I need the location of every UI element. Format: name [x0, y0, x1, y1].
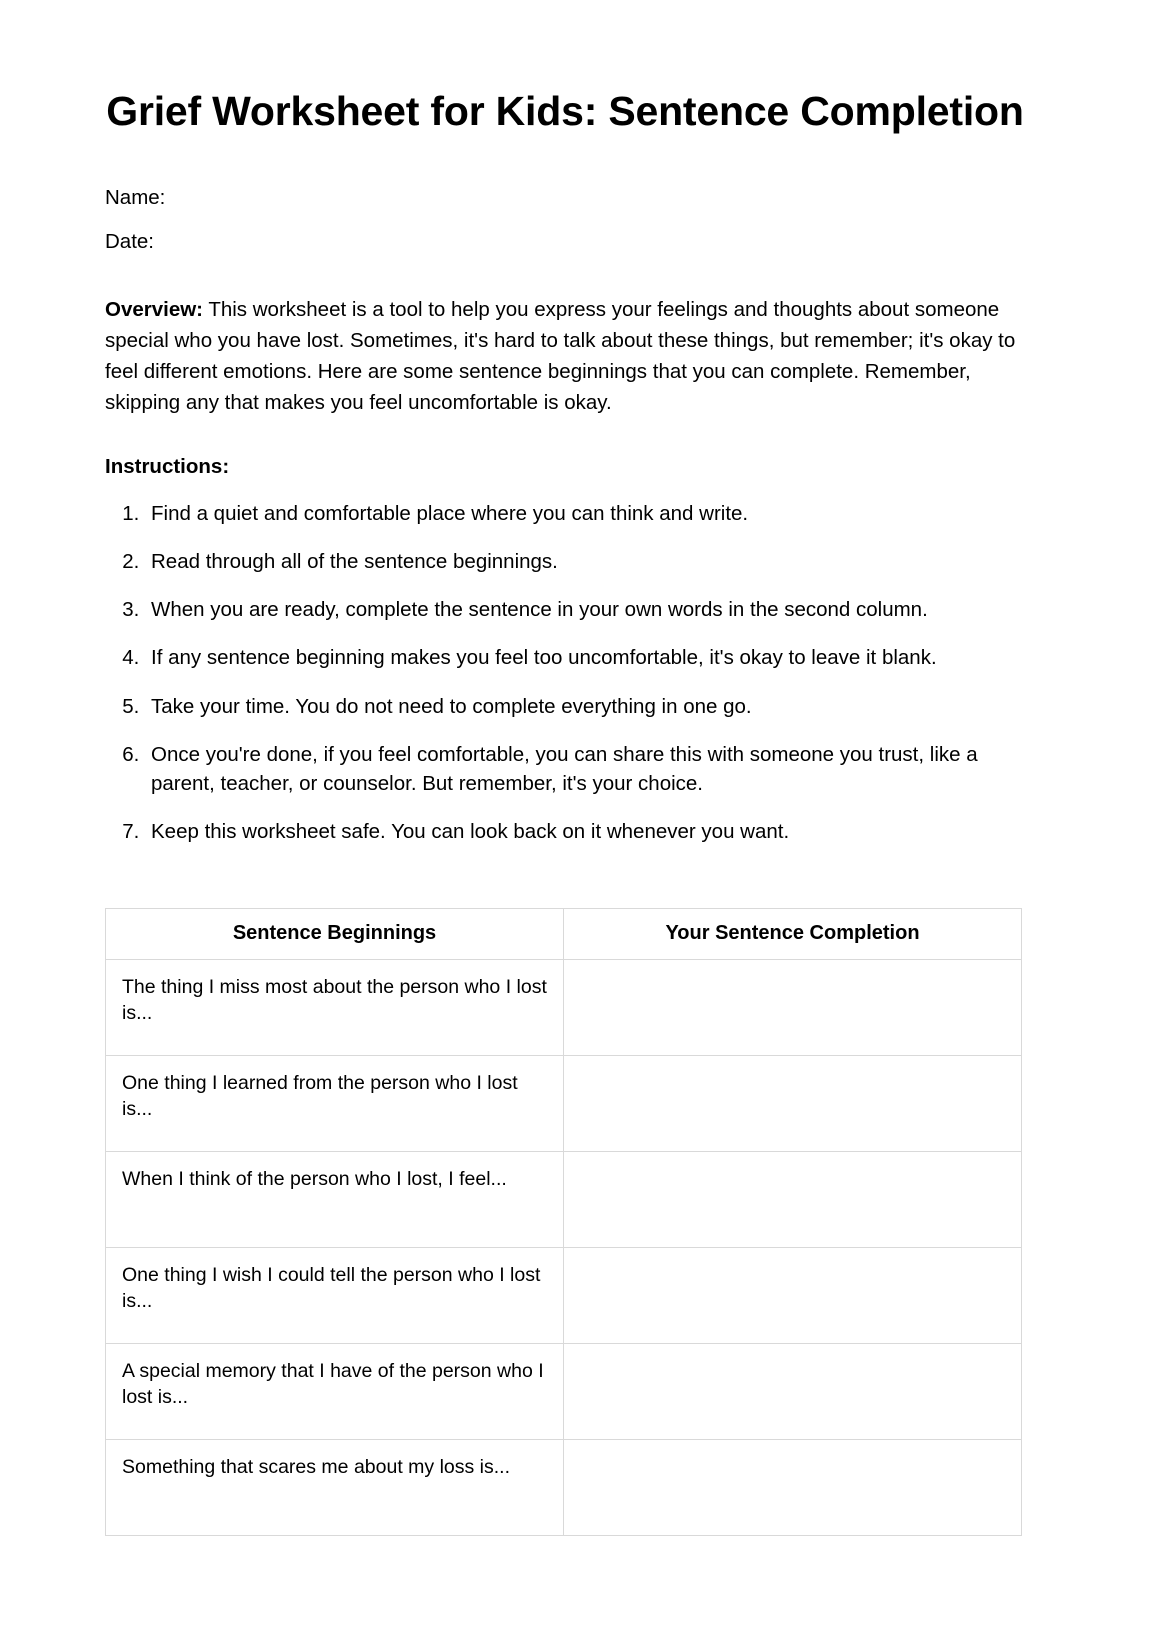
worksheet-content	[105, 0, 1025, 1536]
prompt-cell: When I think of the person who I lost, I feel...	[106, 1152, 564, 1248]
instruction-item: 1. Find a quiet and comfortable place where you can think and write.	[145, 499, 1025, 528]
instruction-item: 5. Take your time. You do not need to complete everything in one go.	[145, 692, 1025, 721]
column-header-your-sentence-completion: Your Sentence Completion	[564, 909, 1022, 960]
table-row	[106, 1440, 1022, 1536]
table-row	[106, 1344, 1022, 1440]
page-title: Grief Worksheet for Kids: Sentence Completion	[106, 88, 1024, 134]
table-body	[106, 960, 1022, 1536]
column-header-sentence-beginnings: Sentence Beginnings	[106, 909, 564, 960]
prompt-cell: The thing I miss most about the person who I lost is...	[106, 960, 564, 1056]
prompt-cell: A special memory that I have of the person who I lost is...	[106, 1344, 564, 1440]
overview-paragraph	[105, 294, 1025, 419]
instruction-item: 3. When you are ready, complete the sentence in your own words in the second column.	[145, 595, 1025, 624]
prompt-cell: One thing I learned from the person who I lost is...	[106, 1056, 564, 1152]
instructions-heading: Instructions:	[105, 454, 230, 478]
instruction-item: 4. If any sentence beginning makes you feel too uncomfortable, it's okay to leave it blank.	[145, 643, 1025, 672]
identity-fields	[105, 188, 1025, 252]
table-row	[106, 960, 1022, 1056]
sentence-completion-table	[105, 908, 1022, 1536]
completion-cell[interactable]	[564, 960, 1022, 1056]
completion-cell[interactable]	[564, 1152, 1022, 1248]
table-row	[106, 1248, 1022, 1344]
date-field-label: Date:	[105, 229, 154, 253]
prompt-cell: One thing I wish I could tell the person who I lost is...	[106, 1248, 564, 1344]
table-header	[106, 909, 1022, 960]
completion-cell[interactable]	[564, 1344, 1022, 1440]
prompt-cell: Something that scares me about my loss is...	[106, 1440, 564, 1536]
table-row	[106, 1152, 1022, 1248]
table-row	[106, 1056, 1022, 1152]
name-field-label: Name:	[105, 186, 166, 210]
completion-cell[interactable]	[564, 1248, 1022, 1344]
instructions-list	[105, 499, 1025, 846]
instruction-item: 6. Once you're done, if you feel comfortable, you can share this with someone you trust, like a parent, teacher, or counselor. But remember, it's your choice.	[145, 740, 1025, 798]
overview-label: Overview:	[105, 298, 203, 322]
completion-cell[interactable]	[564, 1056, 1022, 1152]
instruction-item: 2. Read through all of the sentence beginnings.	[145, 547, 1025, 576]
completion-cell[interactable]	[564, 1440, 1022, 1536]
table-header-row	[106, 909, 1022, 960]
instruction-item: 7. Keep this worksheet safe. You can look back on it whenever you want.	[145, 817, 1025, 846]
overview-body: This worksheet is a tool to help you express your feelings and thoughts about someone special who you have lost. Sometimes, it's hard to talk about these things, but remember; it's okay to feel different emotions. Here are some sentence beginnings that you can complete. Remember, skipping any that makes you feel uncomfortable is okay.	[105, 298, 1016, 415]
